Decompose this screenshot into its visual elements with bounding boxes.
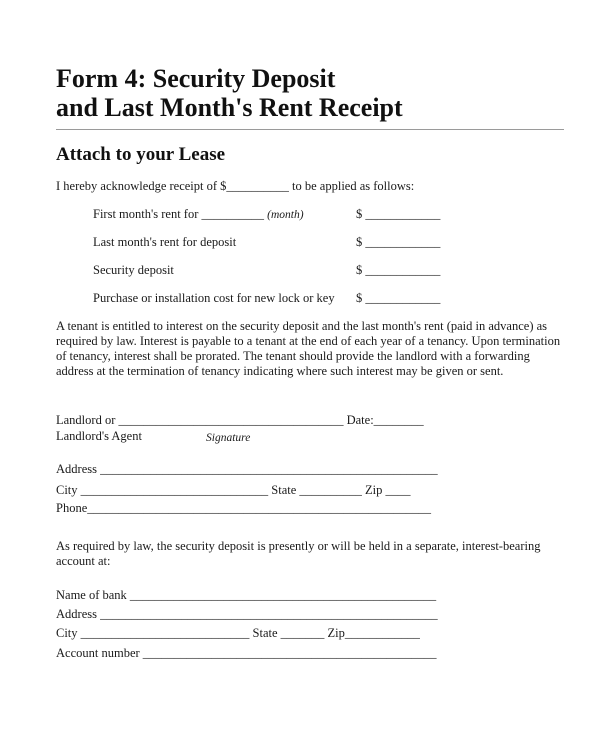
landlord-city-state-zip-line: City ______________________________ State __________ Zip ____ — [56, 483, 411, 497]
landlord-address-line: Address ______________________________________________________ — [56, 462, 438, 476]
landlord-signature-line: Landlord or ____________________________________ Date:________ — [56, 413, 424, 427]
item-security-deposit-amount: $ ____________ — [356, 263, 441, 277]
item-first-month-rent — [93, 207, 304, 223]
item-first-month-label: First month's rent for __________ — [93, 207, 264, 221]
bank-account-number-line: Account number _______________________________________________ — [56, 646, 437, 660]
form-subtitle: Attach to your Lease — [56, 144, 226, 165]
form-title-line-1: Form 4: Security Deposit — [56, 64, 336, 93]
bank-address-line: Address ______________________________________________________ — [56, 607, 438, 621]
title-divider — [56, 129, 564, 130]
form-title — [56, 64, 403, 122]
item-first-month-note: (month) — [267, 209, 304, 221]
signature-caption: Signature — [206, 432, 251, 444]
interest-paragraph: A tenant is entitled to interest on the security deposit and the last month's rent (paid in advance) as required by law. Interest is payable to a tenant at the end of each year of a tenancy. Upon termination of tenancy, interest shall be prorated. The tenant should provide the landlord with a forwarding address at the termination of tenancy indicating where such interest may be given or sent. — [56, 319, 561, 378]
landlord-agent-label: Landlord's Agent — [56, 429, 142, 443]
item-lock-key-amount: $ ____________ — [356, 291, 441, 305]
item-first-month-amount: $ ____________ — [356, 207, 441, 221]
bank-name-line: Name of bank _________________________________________________ — [56, 588, 437, 602]
form-title-line-2: and Last Month's Rent Receipt — [56, 93, 403, 122]
landlord-phone-line: Phone_______________________________________________________ — [56, 501, 431, 515]
bank-city-state-zip-line: City ___________________________ State _______ Zip____________ — [56, 626, 420, 640]
item-last-month-label: Last month's rent for deposit — [93, 235, 237, 249]
item-security-deposit-label: Security deposit — [93, 263, 174, 277]
item-lock-key-label: Purchase or installation cost for new lock or key — [93, 291, 335, 305]
acknowledge-receipt-line: I hereby acknowledge receipt of $__________ to be applied as follows: — [56, 179, 415, 193]
bank-paragraph: As required by law, the security deposit is presently or will be held in a separate, interest-bearing account at: — [56, 539, 541, 568]
item-last-month-amount: $ ____________ — [356, 235, 441, 249]
